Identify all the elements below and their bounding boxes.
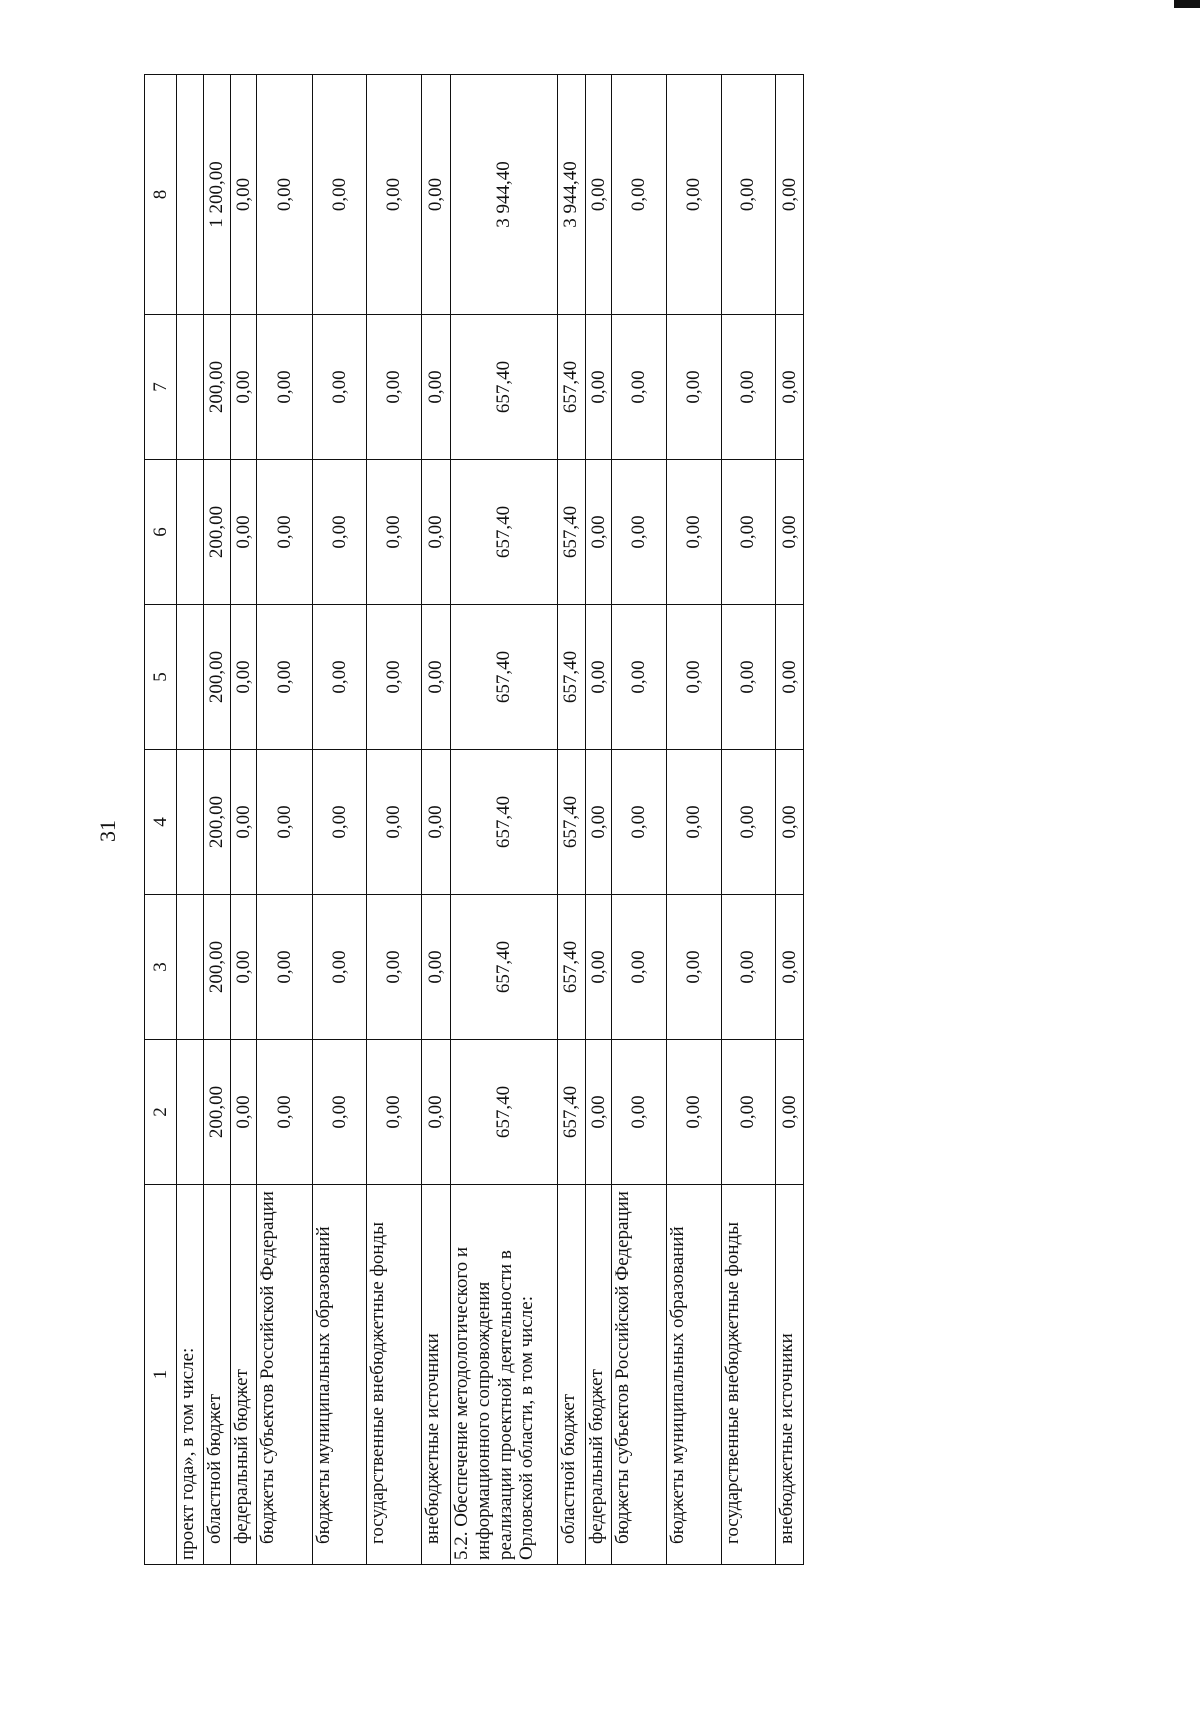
cell-value: 0,00 bbox=[230, 75, 257, 315]
cell-value: 657,40 bbox=[557, 750, 585, 895]
cell-value bbox=[177, 605, 204, 750]
scan-edge-mark bbox=[1174, 0, 1200, 8]
cell-value: 0,00 bbox=[367, 605, 422, 750]
cell-value: 200,00 bbox=[203, 750, 230, 895]
cell-value: 0,00 bbox=[257, 895, 313, 1040]
column-header: 4 bbox=[145, 750, 177, 895]
cell-value: 0,00 bbox=[721, 460, 776, 605]
row-label: бюджеты муниципальных образований bbox=[666, 1185, 721, 1565]
cell-value: 0,00 bbox=[312, 1040, 367, 1185]
cell-value: 0,00 bbox=[312, 315, 367, 460]
cell-value: 0,00 bbox=[612, 605, 667, 750]
cell-value bbox=[177, 460, 204, 605]
cell-value: 0,00 bbox=[776, 605, 804, 750]
table-row bbox=[177, 75, 204, 1565]
cell-value: 200,00 bbox=[203, 1040, 230, 1185]
cell-value: 0,00 bbox=[230, 895, 257, 1040]
cell-value: 0,00 bbox=[422, 460, 451, 605]
cell-value: 0,00 bbox=[257, 75, 313, 315]
cell-value: 0,00 bbox=[367, 750, 422, 895]
cell-value bbox=[177, 315, 204, 460]
cell-value: 0,00 bbox=[666, 1040, 721, 1185]
column-header: 7 bbox=[145, 315, 177, 460]
cell-value: 0,00 bbox=[721, 750, 776, 895]
cell-value: 657,40 bbox=[557, 460, 585, 605]
row-label: 5.2. Обеспечение методологического и информационного сопровождения реализации проектной деятельности в Орловской области, в том числе: bbox=[450, 1185, 557, 1565]
column-header: 5 bbox=[145, 605, 177, 750]
cell-value: 0,00 bbox=[422, 750, 451, 895]
row-label: федеральный бюджет bbox=[585, 1185, 612, 1565]
table-row bbox=[367, 75, 422, 1565]
header-row bbox=[145, 75, 177, 1565]
cell-value: 0,00 bbox=[721, 605, 776, 750]
cell-value: 0,00 bbox=[312, 460, 367, 605]
cell-value: 0,00 bbox=[776, 315, 804, 460]
cell-value: 0,00 bbox=[422, 1040, 451, 1185]
cell-value: 0,00 bbox=[612, 75, 667, 315]
cell-value: 0,00 bbox=[585, 605, 612, 750]
cell-value: 200,00 bbox=[203, 460, 230, 605]
cell-value: 0,00 bbox=[230, 750, 257, 895]
cell-value: 657,40 bbox=[450, 750, 557, 895]
cell-value: 0,00 bbox=[721, 315, 776, 460]
table-row bbox=[666, 75, 721, 1565]
cell-value: 0,00 bbox=[422, 75, 451, 315]
cell-value bbox=[177, 750, 204, 895]
row-label: проект года», в том числе: bbox=[177, 1185, 204, 1565]
table-row bbox=[312, 75, 367, 1565]
cell-value: 657,40 bbox=[557, 1040, 585, 1185]
row-label: федеральный бюджет bbox=[230, 1185, 257, 1565]
cell-value: 657,40 bbox=[450, 895, 557, 1040]
row-label: внебюджетные источники bbox=[776, 1185, 804, 1565]
cell-value: 0,00 bbox=[257, 315, 313, 460]
cell-value: 0,00 bbox=[585, 1040, 612, 1185]
page-number: 31 bbox=[95, 820, 120, 842]
cell-value: 0,00 bbox=[422, 315, 451, 460]
cell-value: 0,00 bbox=[721, 895, 776, 1040]
row-label: областной бюджет bbox=[203, 1185, 230, 1565]
row-label: внебюджетные источники bbox=[422, 1185, 451, 1565]
cell-value: 0,00 bbox=[257, 750, 313, 895]
cell-value: 0,00 bbox=[367, 75, 422, 315]
cell-value: 0,00 bbox=[367, 315, 422, 460]
cell-value: 657,40 bbox=[557, 605, 585, 750]
cell-value: 0,00 bbox=[776, 895, 804, 1040]
column-header: 2 bbox=[145, 1040, 177, 1185]
column-header: 6 bbox=[145, 460, 177, 605]
cell-value: 200,00 bbox=[203, 315, 230, 460]
cell-value: 0,00 bbox=[312, 605, 367, 750]
cell-value: 0,00 bbox=[585, 75, 612, 315]
cell-value: 657,40 bbox=[450, 1040, 557, 1185]
column-header: 8 bbox=[145, 75, 177, 315]
cell-value: 657,40 bbox=[450, 605, 557, 750]
cell-value: 0,00 bbox=[612, 750, 667, 895]
cell-value: 0,00 bbox=[666, 75, 721, 315]
cell-value: 0,00 bbox=[721, 75, 776, 315]
table-row bbox=[776, 75, 804, 1565]
budget-table bbox=[144, 74, 804, 1565]
table-row bbox=[203, 75, 230, 1565]
cell-value: 0,00 bbox=[666, 460, 721, 605]
cell-value: 0,00 bbox=[721, 1040, 776, 1185]
cell-value: 0,00 bbox=[367, 895, 422, 1040]
cell-value: 0,00 bbox=[612, 1040, 667, 1185]
cell-value: 0,00 bbox=[367, 1040, 422, 1185]
cell-value: 0,00 bbox=[230, 460, 257, 605]
cell-value bbox=[177, 75, 204, 315]
cell-value: 1 200,00 bbox=[203, 75, 230, 315]
table-row bbox=[557, 75, 585, 1565]
row-label: бюджеты субъектов Российской Федерации bbox=[612, 1185, 667, 1565]
cell-value: 200,00 bbox=[203, 605, 230, 750]
table-row bbox=[257, 75, 313, 1565]
cell-value: 657,40 bbox=[450, 460, 557, 605]
cell-value: 0,00 bbox=[422, 605, 451, 750]
cell-value: 0,00 bbox=[257, 460, 313, 605]
row-label: государственные внебюджетные фонды bbox=[721, 1185, 776, 1565]
cell-value: 0,00 bbox=[312, 750, 367, 895]
cell-value: 200,00 bbox=[203, 895, 230, 1040]
cell-value: 0,00 bbox=[257, 605, 313, 750]
table-row bbox=[721, 75, 776, 1565]
cell-value: 657,40 bbox=[557, 315, 585, 460]
cell-value bbox=[177, 1040, 204, 1185]
cell-value: 0,00 bbox=[612, 895, 667, 1040]
cell-value: 0,00 bbox=[776, 460, 804, 605]
cell-value bbox=[177, 895, 204, 1040]
cell-value: 0,00 bbox=[367, 460, 422, 605]
row-label: бюджеты муниципальных образований bbox=[312, 1185, 367, 1565]
cell-value: 0,00 bbox=[585, 460, 612, 605]
column-header: 3 bbox=[145, 895, 177, 1040]
cell-value: 0,00 bbox=[312, 75, 367, 315]
cell-value: 0,00 bbox=[585, 750, 612, 895]
row-label: бюджеты субъектов Российской Федерации bbox=[257, 1185, 313, 1565]
rotated-table-wrapper bbox=[144, 75, 804, 1565]
cell-value: 0,00 bbox=[585, 895, 612, 1040]
table-row bbox=[585, 75, 612, 1565]
row-label: государственные внебюджетные фонды bbox=[367, 1185, 422, 1565]
cell-value: 0,00 bbox=[612, 460, 667, 605]
cell-value: 0,00 bbox=[230, 1040, 257, 1185]
cell-value: 0,00 bbox=[666, 315, 721, 460]
cell-value: 0,00 bbox=[612, 315, 667, 460]
cell-value: 0,00 bbox=[666, 605, 721, 750]
table-row bbox=[450, 75, 557, 1565]
cell-value: 0,00 bbox=[257, 1040, 313, 1185]
table-row bbox=[422, 75, 451, 1565]
cell-value: 657,40 bbox=[557, 895, 585, 1040]
cell-value: 0,00 bbox=[230, 315, 257, 460]
table-row bbox=[612, 75, 667, 1565]
cell-value: 0,00 bbox=[776, 75, 804, 315]
cell-value: 0,00 bbox=[776, 1040, 804, 1185]
cell-value: 0,00 bbox=[776, 750, 804, 895]
cell-value: 0,00 bbox=[230, 605, 257, 750]
column-header: 1 bbox=[145, 1185, 177, 1565]
cell-value: 0,00 bbox=[312, 895, 367, 1040]
cell-value: 3 944,40 bbox=[557, 75, 585, 315]
cell-value: 0,00 bbox=[422, 895, 451, 1040]
cell-value: 0,00 bbox=[585, 315, 612, 460]
cell-value: 657,40 bbox=[450, 315, 557, 460]
cell-value: 0,00 bbox=[666, 750, 721, 895]
table-row bbox=[230, 75, 257, 1565]
row-label: областной бюджет bbox=[557, 1185, 585, 1565]
cell-value: 3 944,40 bbox=[450, 75, 557, 315]
cell-value: 0,00 bbox=[666, 895, 721, 1040]
